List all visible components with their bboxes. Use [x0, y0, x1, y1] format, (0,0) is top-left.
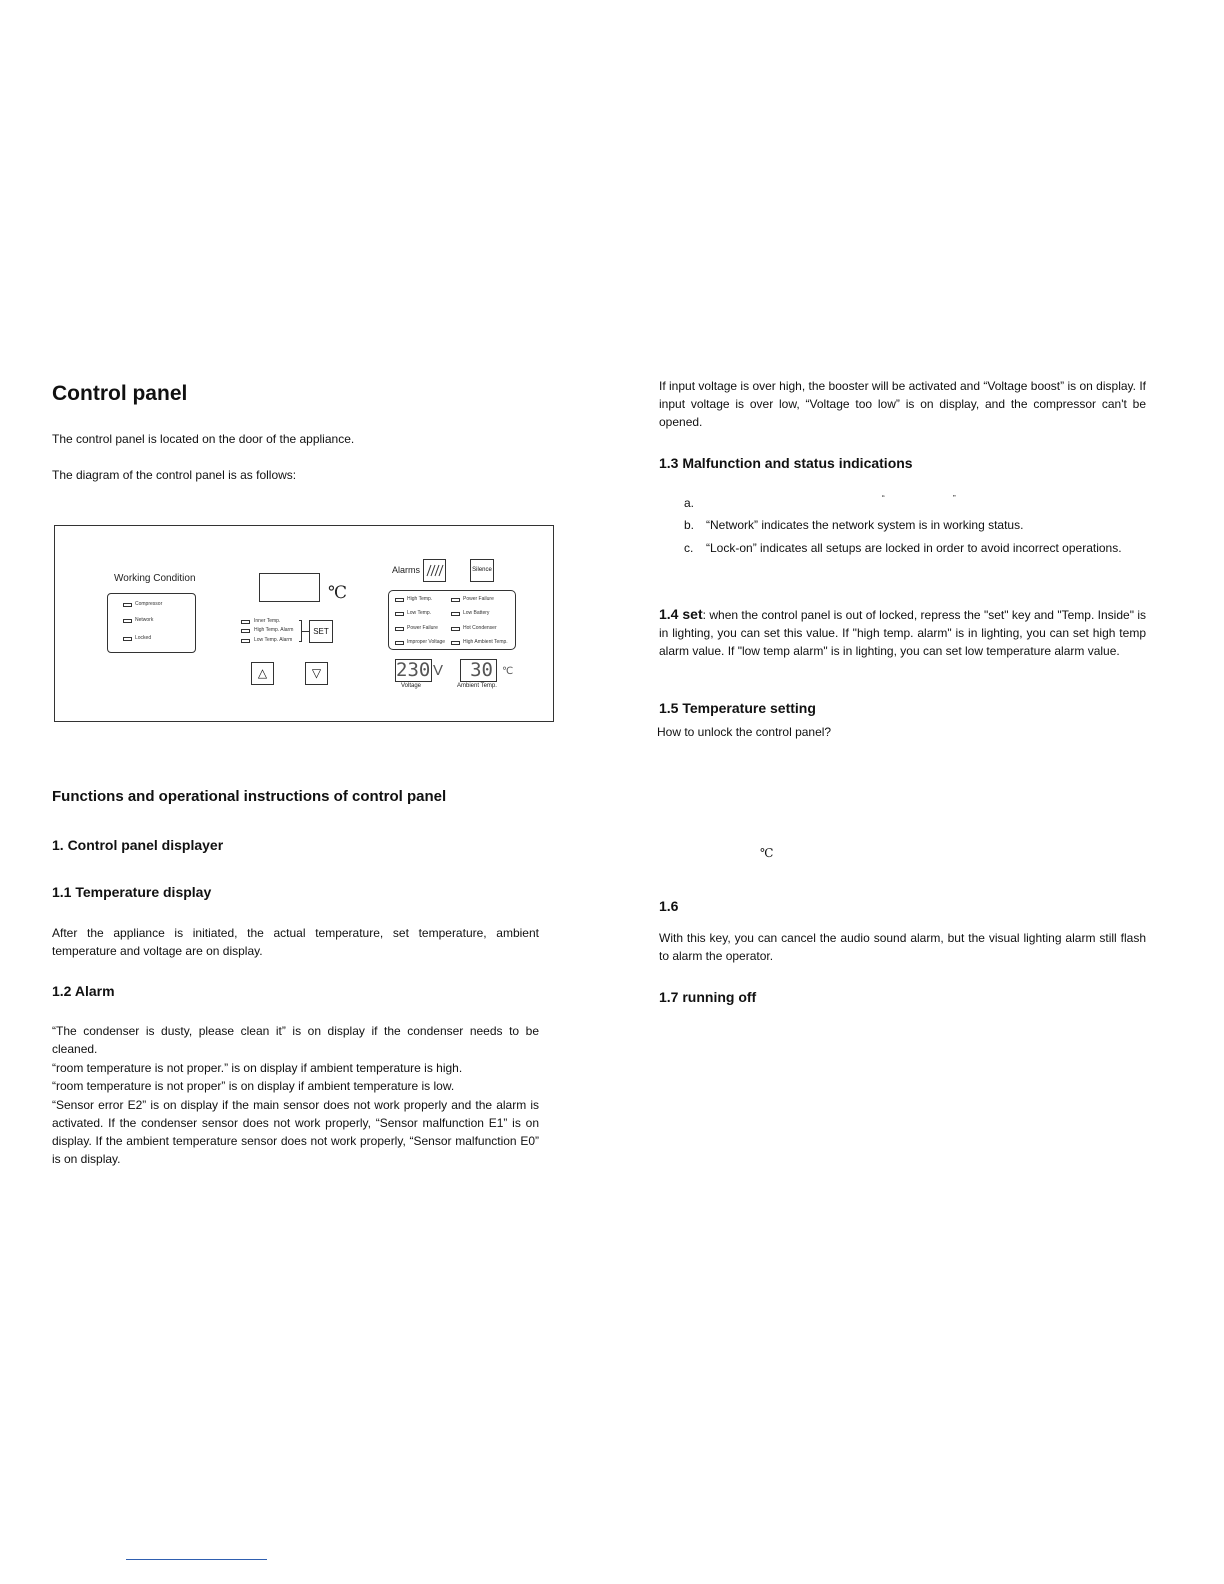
section-1-1-text: After the appliance is initiated, the actual temperature, set temperature, ambient temperature and voltage are on display.: [52, 926, 539, 958]
power-failure-label-1: Power Failure: [463, 596, 494, 602]
low-battery-label: Low Battery: [463, 610, 490, 616]
section-1-3-heading: 1.3 Malfunction and status indications: [659, 455, 913, 471]
section-1-2-para-4: “Sensor error E2” is on display if the main sensor does not work properly and the alarm is activated. If the condenser sensor does not work properly, “Sensor malfunction E1” is on display. If the ambient temperature sensor does not work properly, “Sensor malfunction E0” is on display.: [52, 1098, 539, 1166]
power-failure-led-1: [451, 598, 460, 602]
stray-celsius: ℃: [760, 846, 774, 860]
page-title: Control panel: [52, 382, 188, 405]
voltage-unit: V: [433, 662, 444, 679]
section-1-4-text: [659, 605, 1146, 660]
network-label: Network: [135, 617, 154, 623]
section-1-5-heading: 1.5 Temperature setting: [659, 700, 816, 716]
hot-condenser-led: [451, 627, 460, 631]
functions-heading: Functions and operational instructions of control panel: [52, 788, 447, 805]
improper-voltage-led: [395, 641, 404, 645]
inner-temp-led: [241, 620, 250, 624]
silence-button[interactable]: Silence: [470, 559, 494, 582]
section-1-6-heading: 1.6: [659, 898, 679, 914]
high-temp-led: [395, 598, 404, 602]
alarm-icon: [423, 559, 446, 582]
compressor-led: [123, 603, 132, 607]
section-1-1-heading: 1.1 Temperature display: [52, 884, 212, 900]
item-c-text: “Lock-on” indicates all setups are locked in order to avoid incorrect operations.: [706, 541, 1122, 555]
set-connector: [302, 631, 309, 632]
control-panel-diagram: [54, 525, 554, 722]
down-button[interactable]: ▽: [305, 662, 328, 685]
intro-text-2: The diagram of the control panel is as follows:: [52, 468, 297, 482]
unlock-question: How to unlock the control panel?: [657, 725, 832, 739]
section-1-2-para-1: “The condenser is dusty, please clean it” is on display if the condenser needs to be cleaned.: [52, 1024, 539, 1056]
high-ambient-label: High Ambient Temp.: [463, 639, 508, 645]
item-a-label: a.: [684, 496, 695, 510]
voltage-display: 230: [396, 659, 431, 681]
section-1-2-para-2: “room temperature is not proper.” is on display if ambient temperature is high.: [52, 1061, 463, 1075]
ambient-label: Ambient Temp.: [457, 683, 497, 689]
high-ambient-led: [451, 641, 460, 645]
high-temp-alarm-label: High Temp. Alarm: [254, 627, 294, 633]
low-temp-led: [395, 612, 404, 616]
temperature-display: [259, 573, 320, 602]
ambient-unit: ℃: [502, 666, 514, 677]
power-failure-led-2: [395, 627, 404, 631]
up-button[interactable]: △: [251, 662, 274, 685]
low-temp-alarm-led: [241, 639, 250, 643]
item-b-label: b.: [684, 518, 695, 532]
inner-temp-label: Inner Temp.: [254, 618, 281, 624]
section-1-4-body: : when the control panel is out of locked, repress the "set" key and "Temp. Inside" is in lighting, you can set this value. If "high temp. alarm" is in lighting, you can set high temp alarm value. If "low temp alarm" is in lighting, you can set low temperature alarm value.: [659, 608, 1146, 658]
item-a-quote-close: ”: [953, 494, 956, 503]
low-battery-led: [451, 612, 460, 616]
section-1-heading: 1. Control panel displayer: [52, 837, 224, 853]
improper-voltage-label: Improper Voltage: [407, 639, 446, 645]
item-a-quote-open: “: [882, 494, 885, 503]
alarms-label: Alarms: [392, 565, 421, 575]
working-condition-label: Working Condition: [114, 573, 196, 584]
locked-label: Locked: [135, 635, 152, 641]
voltage-paragraph: If input voltage is over high, the booster will be activated and “Voltage boost” is on display. If input voltage is over low, “Voltage too low” is on display, and the compressor can't be opened.: [659, 379, 1146, 429]
high-temp-alarm-led: [241, 629, 250, 633]
section-1-2-para-3: “room temperature is not proper” is on display if ambient temperature is low.: [52, 1079, 455, 1093]
celsius-symbol: ℃: [328, 583, 348, 603]
section-1-6-text: With this key, you can cancel the audio sound alarm, but the visual lighting alarm still flash to alarm the operator.: [659, 931, 1146, 963]
section-1-2-heading: 1.2 Alarm: [52, 983, 115, 999]
ambient-display: 30: [460, 659, 497, 682]
power-failure-label-2: Power Failure: [407, 625, 438, 631]
item-b-text: “Network” indicates the network system is in working status.: [706, 518, 1024, 532]
voltage-label: Voltage: [401, 683, 422, 689]
high-temp-label: High Temp.: [407, 596, 433, 602]
hot-condenser-label: Hot Condenser: [463, 625, 497, 631]
low-temp-label: Low Temp.: [407, 610, 432, 616]
locked-led: [123, 637, 132, 641]
section-1-7-heading: 1.7 running off: [659, 989, 757, 1005]
set-button[interactable]: SET: [309, 620, 333, 643]
item-c-label: c.: [684, 541, 694, 555]
network-led: [123, 619, 132, 623]
footer-link-underline: [126, 1559, 267, 1560]
section-1-4-heading: 1.4 set: [659, 606, 703, 622]
intro-text-1: The control panel is located on the door of the appliance.: [52, 432, 355, 446]
low-temp-alarm-label: Low Temp. Alarm: [254, 637, 293, 643]
compressor-label: Compressor: [135, 601, 163, 607]
